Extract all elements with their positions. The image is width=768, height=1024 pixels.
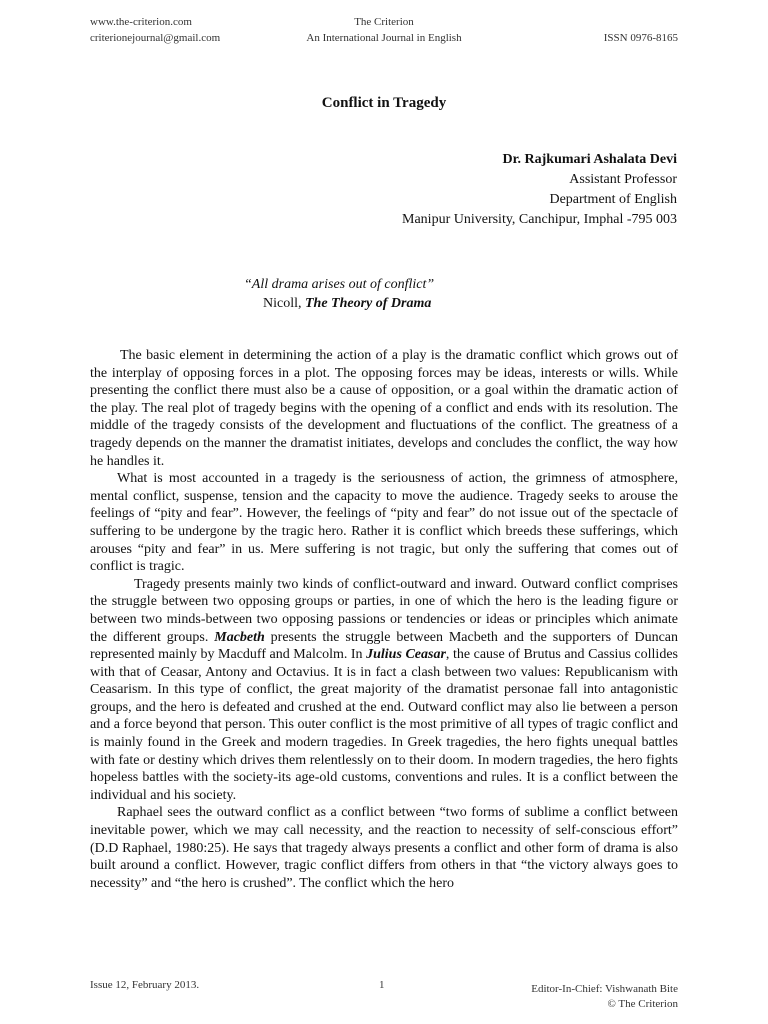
- paragraph-4: Raphael sees the outward conflict as a conflict between “two forms of sublime a conflict between inevitable power, which we may call necessity, and the reaction to necessity of self-conscious effort” (D.D Raphael, 1980:25). He says that tragedy always presents a conflict and other form of drama is also built around a conflict. However, tragic conflict differs from others in that “the victory always goes to necessity” and “the hero is crushed”. The conflict which the hero: [90, 805, 678, 891]
- author-position: Assistant Professor: [569, 172, 677, 187]
- footer-editor: Editor-In-Chief: Vishwanath Bite: [531, 983, 678, 995]
- epigraph-work: The Theory of Drama: [305, 296, 432, 311]
- footer-copyright: © The Criterion: [607, 998, 678, 1010]
- article-body: [90, 347, 678, 892]
- epigraph-author: Nicoll,: [263, 296, 305, 311]
- email-link[interactable]: criterionejournal@gmail.com: [90, 32, 221, 44]
- footer-right: [531, 982, 678, 1012]
- julius-caesar-title: Julius Ceasar: [366, 647, 446, 663]
- paragraph-3-part-a: Tragedy presents mainly two kinds of conflict-outward and inward. Outward conflict comprises the struggle between two opposing groups or parties, in one of which the hero is the leading figure or between two minds-between two opposing passions or tendencies or ideas or principles which animate the different groups.: [90, 576, 678, 645]
- website-link[interactable]: www.the-criterion.com: [90, 16, 192, 28]
- author-name: Dr. Rajkumari Ashalata Devi: [502, 152, 677, 167]
- paragraph-3: [90, 576, 678, 805]
- journal-name: The Criterion: [354, 16, 414, 28]
- macbeth-title: Macbeth: [214, 629, 265, 645]
- page-number: 1: [379, 979, 385, 991]
- journal-subtitle: An International Journal in English: [306, 32, 462, 44]
- paragraph-1: The basic element in determining the action of a play is the dramatic conflict which grows out of the interplay of opposing forces in a plot. The opposing forces may be ideas, interests or wills. While presenting the conflict there must also be a cause of opposition, or a goal within the dramatic action of the play. The real plot of tragedy begins with the opening of a conflict and ends with its resolution. The middle of the tragedy consists of the development and fluctuations of the conflict. The greatness of a tragedy depends on the manner the dramatist initiates, develops and concludes the conflict, the way how he handles it.: [90, 348, 678, 469]
- paragraph-3-part-b: presents the struggle between Macbeth and the supporters of Duncan represented mainly by Macduff and Malcolm. In: [90, 629, 679, 663]
- article-title: Conflict in Tragedy: [321, 95, 447, 111]
- paragraph-2: What is most accounted in a tragedy is the seriousness of action, the grimness of atmosphere, mental conflict, suspense, tension and the capacity to move the audience. Tragedy seeks to arouse the feelings of “pity and fear”. However, the feelings of “pity and fear” do not issue out of the spectacle of suffering to be undergone by the tragic hero. Rather it is conflict which breeds these sufferings, which arouses “pity and fear” in us. Mere suffering is not tragic, but only the suffering that comes out of conflict is tragic.: [90, 471, 678, 575]
- issn: ISSN 0976-8165: [603, 32, 678, 44]
- author-department: Department of English: [549, 192, 677, 207]
- footer-issue: Issue 12, February 2013.: [90, 979, 200, 991]
- epigraph: [244, 275, 434, 313]
- epigraph-source: [244, 294, 434, 313]
- paragraph-3-part-c: , the cause of Brutus and Cassius collides with that of Ceasar, Antony and Octavius. It is in fact a clash between two values: Republicanism with Ceasarism. In this type of conflict, the great majority of the dramatist personae fall into antagonistic groups, and the hero is defeated and crushed at the end. Outward conflict may also lie between a person and a force beyond that person. This outer conflict is the most primitive of all types of tragic conflict and is mainly found in the Greek and modern tragedies. In Greek tragedies, the hero fights unequal battles with fate or destiny which drives them relentlessly on to their doom. In modern tragedies, the hero fights hopeless battles with the society-its age-old customs, conventions and rules. It is a conflict between the individual and his society.: [90, 647, 678, 803]
- epigraph-quote: “All drama arises out of conflict”: [244, 277, 435, 292]
- author-block: [402, 150, 677, 230]
- author-affiliation: Manipur University, Canchipur, Imphal -795 003: [402, 212, 677, 227]
